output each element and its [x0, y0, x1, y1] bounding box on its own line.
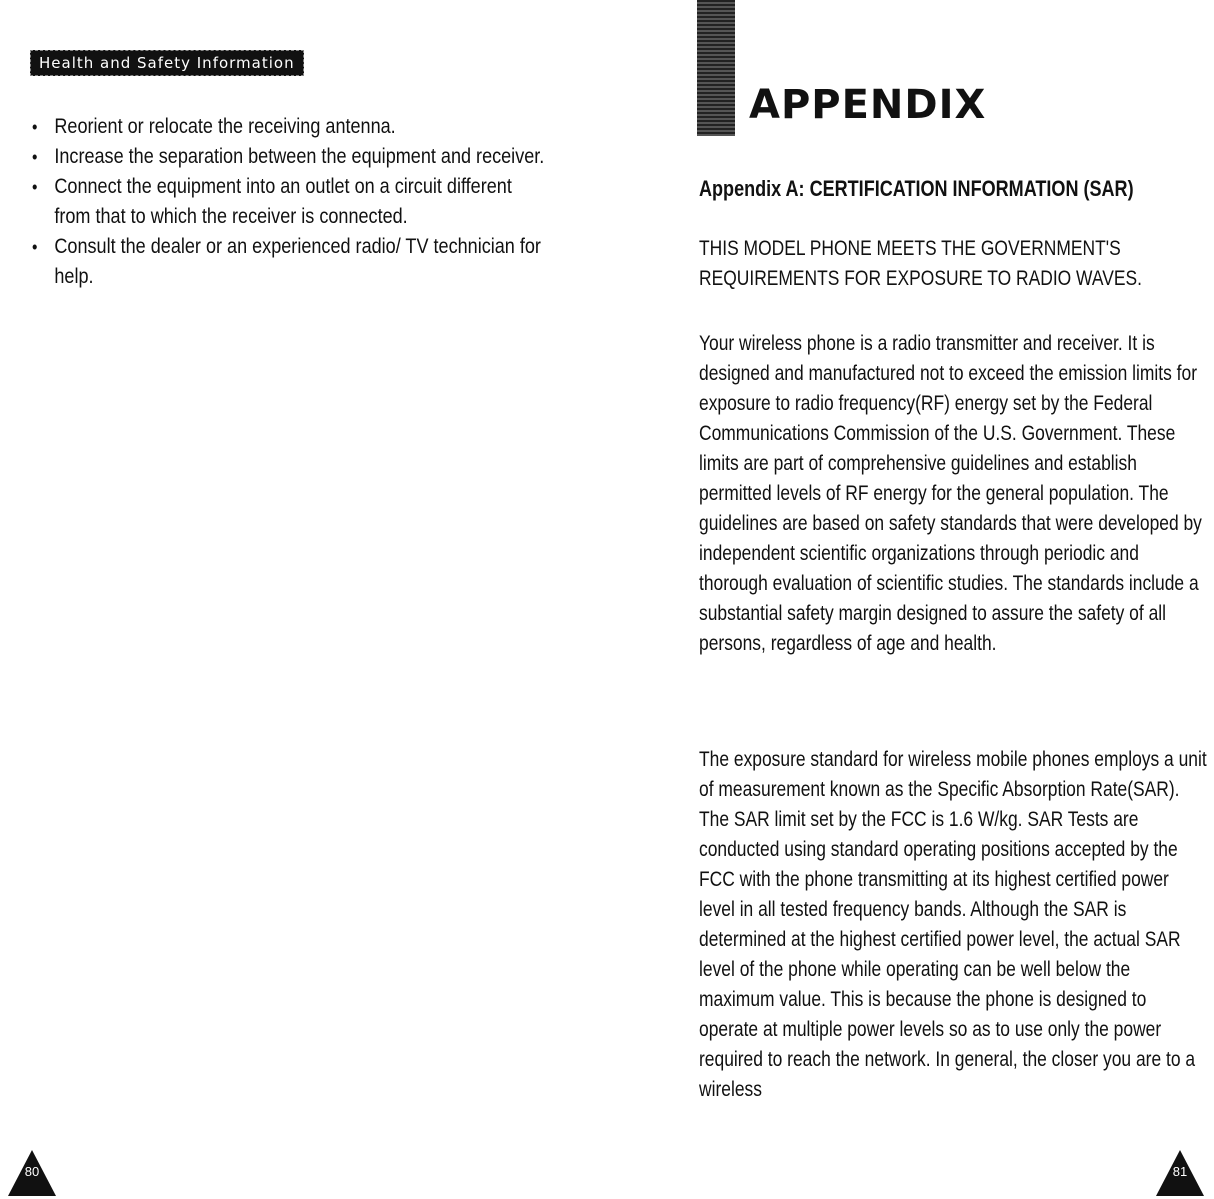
- paragraph-rf-limits: Your wireless phone is a radio transmitter and receiver. It is designed and manufactured not to exceed the emission limits for exposure to radio frequency(RF) energy set by the Federal Communications Commission of the U.S. Government. These limits are part of comprehensive guidelines and establish permitted levels of RF energy for the general population. The guidelines are based on safety standards that were developed by independent scientific organizations through periodic and thorough evaluation of scientific studies. The standards include a substantial safety margin designed to assure the safety of all persons, regardless of age and health.: [699, 332, 1202, 655]
- list-item: • Connect the equipment into an outlet on a circuit different from that to which the receiver is connected.: [32, 172, 545, 232]
- chapter-tab-marker: [697, 0, 735, 136]
- page-number: 81: [1172, 1164, 1188, 1179]
- list-item: • Reorient or relocate the receiving antenna.: [32, 112, 545, 142]
- paragraph-compliance: THIS MODEL PHONE MEETS THE GOVERNMENT'S REQUIREMENTS FOR EXPOSURE TO RADIO WAVES.: [699, 237, 1142, 290]
- right-page: [607, 0, 1214, 1199]
- page-number: 80: [24, 1164, 40, 1179]
- section-banner: Health and Safety Information: [30, 50, 304, 76]
- list-item: • Consult the dealer or an experienced radio/ TV technician for help.: [32, 232, 545, 292]
- paragraph-sar: The exposure standard for wireless mobile phones employs a unit of measurement known as the Specific Absorption Rate(SAR). The SAR limit set by the FCC is 1.6 W/kg. SAR Tests are conducted using standard operating positions accepted by the FCC with the phone transmitting at its highest certified power level in all tested frequency bands. Although the SAR is determined at the highest certified power level, the actual SAR level of the phone while operating can be well below the maximum value. This is because the phone is designed to operate at multiple power levels so as to use only the power required to reach the network. In general, the closer you are to a wireless: [699, 748, 1207, 1101]
- page-number-badge: [8, 1150, 56, 1196]
- list-item: • Increase the separation between the equipment and receiver.: [32, 142, 545, 172]
- page-title: APPENDIX: [749, 82, 987, 128]
- page-number-badge: [1156, 1150, 1204, 1196]
- bullet-list: [32, 112, 545, 292]
- section-heading: Appendix A: CERTIFICATION INFORMATION (SAR): [699, 176, 1134, 201]
